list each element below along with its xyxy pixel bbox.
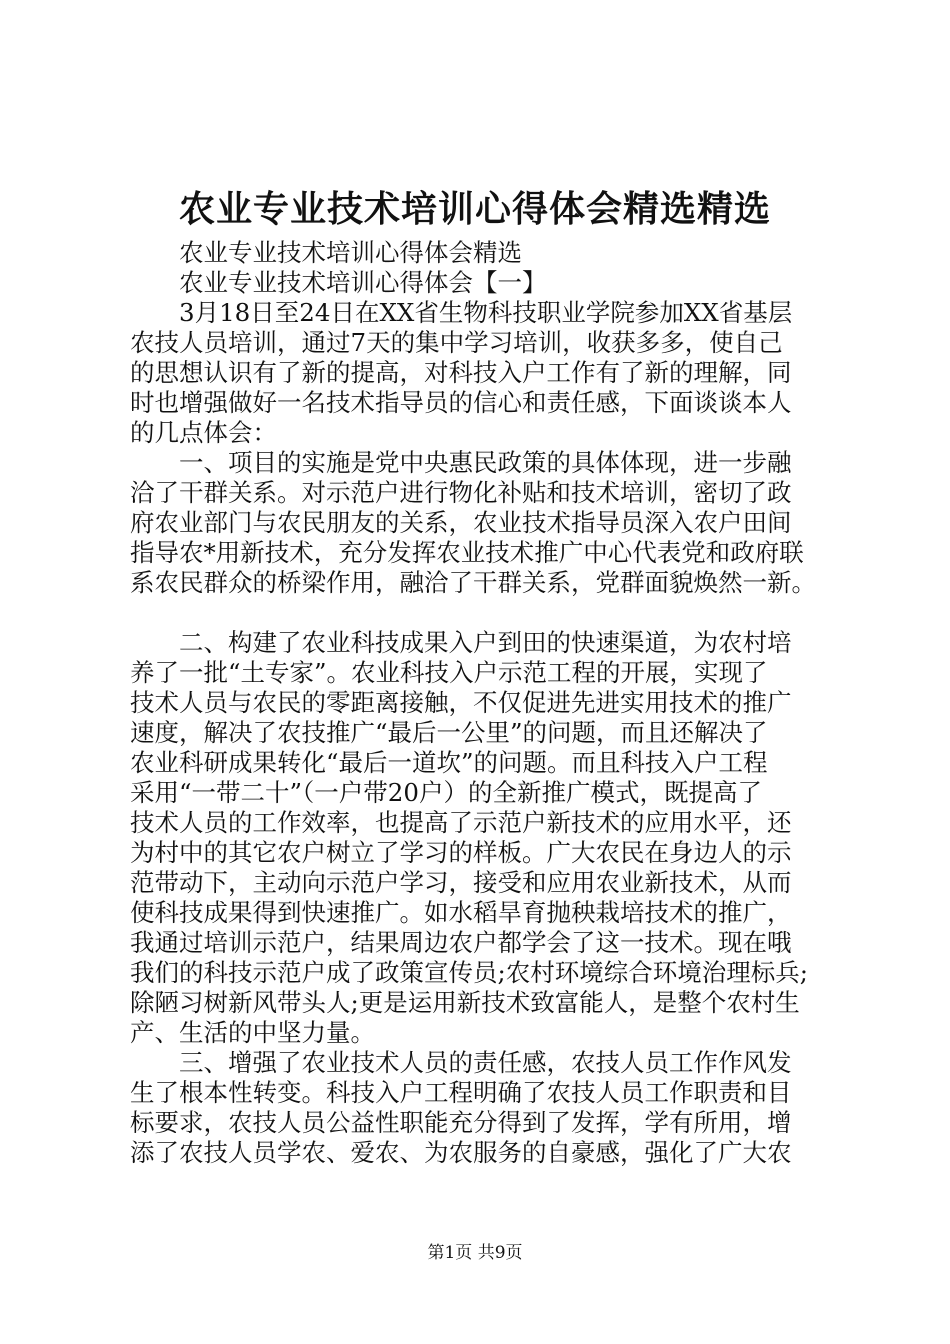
paragraph-line: 我们的科技示范户成了政策宣传员;农村环境综合环境治理标兵; — [130, 958, 809, 987]
paragraph-line: 3月18日至24日在XX省生物科技职业学院参加XX省基层 — [179, 298, 793, 327]
paragraph-line: 产、生活的中坚力量。 — [130, 1018, 375, 1047]
subtitle-line: 农业专业技术培训心得体会精选 — [179, 238, 522, 267]
paragraph-line: 技术人员与农民的零距离接触，不仅促进先进实用技术的推广 — [130, 688, 792, 717]
paragraph-line: 的思想认识有了新的提高，对科技入户工作有了新的理解，同 — [130, 358, 792, 387]
paragraph-line: 生了根本性转变。科技入户工程明确了农技人员工作职责和目 — [130, 1078, 792, 1107]
paragraph-line: 农业科研成果转化“最后一道坎”的问题。而且科技入户工程 — [130, 748, 768, 777]
paragraph-line: 系农民群众的桥梁作用，融洽了干群关系，党群面貌焕然一新。 — [130, 568, 816, 597]
paragraph-line: 三、增强了农业技术人员的责任感，农技人员工作作风发 — [179, 1048, 792, 1077]
paragraph-line: 速度，解决了农技推广“最后一公里”的问题，而且还解决了 — [130, 718, 768, 747]
paragraph-line: 技术人员的工作效率，也提高了示范户新技术的应用水平，还 — [130, 808, 792, 837]
paragraph-line: 标要求，农技人员公益性职能充分得到了发挥，学有所用，增 — [130, 1108, 792, 1137]
paragraph-line: 我通过培训示范户，结果周边农户都学会了这一技术。现在哦 — [130, 928, 792, 957]
paragraph-line: 的几点体会： — [130, 418, 277, 447]
paragraph-line: 洽了干群关系。对示范户进行物化补贴和技术培训，密切了政 — [130, 478, 792, 507]
paragraph-line: 二、构建了农业科技成果入户到田的快速渠道，为农村培 — [179, 628, 792, 657]
paragraph-line: 除陋习树新风带头人;更是运用新技术致富能人，是整个农村生 — [130, 988, 800, 1017]
section-heading: 农业专业技术培训心得体会【一】 — [179, 268, 547, 297]
document-body — [130, 238, 830, 1168]
paragraph-line: 养了一批“土专家”。农业科技入户示范工程的开展，实现了 — [130, 658, 768, 687]
paragraph-line: 一、项目的实施是党中央惠民政策的具体体现，进一步融 — [179, 448, 792, 477]
paragraph-line: 范带动下，主动向示范户学习，接受和应用农业新技术，从而 — [130, 868, 792, 897]
paragraph-line: 农技人员培训，通过7天的集中学习培训，收获多多，使自己 — [130, 328, 783, 357]
paragraph-line: 指导农*用新技术，充分发挥农业技术推广中心代表党和政府联 — [130, 538, 804, 567]
document-title: 农业专业技术培训心得体会精选精选 — [178, 188, 771, 230]
paragraph-line: 府农业部门与农民朋友的关系，农业技术指导员深入农户田间 — [130, 508, 792, 537]
paragraph-line: 为村中的其它农户树立了学习的样板。广大农民在身边人的示 — [130, 838, 792, 867]
paragraph-line: 使科技成果得到快速推广。如水稻旱育抛秧栽培技术的推广， — [130, 898, 792, 927]
paragraph-line: 时也增强做好一名技术指导员的信心和责任感，下面谈谈本人 — [130, 388, 792, 417]
paragraph-line: 添了农技人员学农、爱农、为农服务的自豪感，强化了广大农 — [130, 1138, 792, 1167]
paragraph-spacer — [130, 598, 830, 628]
paragraph-line: 采用“一带二十”（一户带20户）的全新推广模式，既提高了 — [130, 778, 762, 807]
page-number-footer: 第1页 共9页 — [427, 1243, 523, 1263]
